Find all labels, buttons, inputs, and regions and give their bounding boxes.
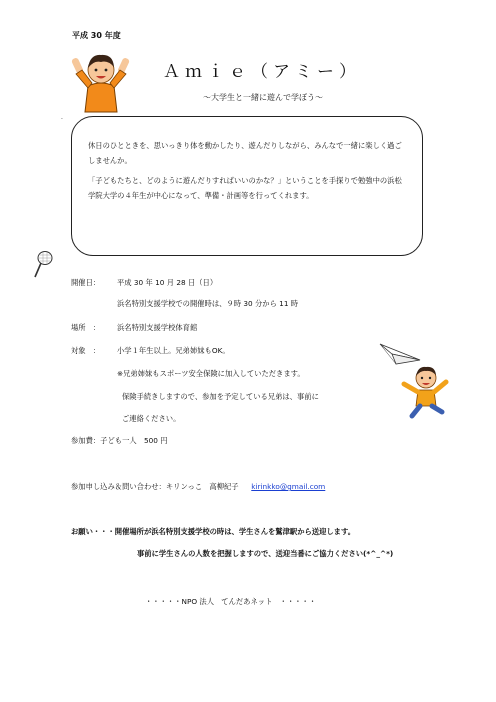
request-line-2: 事前に学生さんの人数を把握しますので、送迎当番にご協力ください(*^_^*) <box>137 549 394 558</box>
intro-box <box>71 116 423 256</box>
intro-paragraph-2: 「子どもたちと、どのように遊んだりすればいいのかな？」ということを手探りで勉強中の浜松学院大学の４年生が中心になって、準備・計画等を行ってくれます。 <box>88 176 402 200</box>
target-label: 対象 ： <box>71 346 101 355</box>
request-line-1: お願い・・・開催場所が浜名特別支援学校の時は、学生さんを鷲津駅から送迎します。 <box>71 527 355 536</box>
running-child-illustration <box>398 362 452 420</box>
page-title: Ａｍｉｅ（アミー） <box>163 62 361 82</box>
insurance-note-3: ご連絡ください。 <box>122 414 181 423</box>
insurance-note-1: ※兄弟姉妹もスポーツ安全保険に加入していただきます。 <box>117 369 305 378</box>
contact-line <box>71 482 325 492</box>
time-note: 浜名特別支援学校での開催時は、９時 30 分から 11 時 <box>117 299 299 308</box>
margin-dot: · <box>61 116 63 123</box>
target-value: 小学１年生以上。兄弟姉妹もOK。 <box>117 346 230 355</box>
footer-org: ・・・・・NPO 法人 てんだあネット ・・・・・ <box>145 597 317 606</box>
year-label: 平成 30 年度 <box>72 31 121 40</box>
contact-email-link[interactable]: kirinkko@gmail.com <box>251 482 326 491</box>
date-label: 開催日： <box>71 278 101 287</box>
insurance-note-2: 保険手続きしますので、参加を予定している兄弟は、事前に <box>122 392 319 401</box>
contact-label: 参加申し込み＆問い合わせ：キリンっこ 高柳紀子 <box>71 482 239 491</box>
badminton-racket-icon <box>32 250 54 280</box>
place-label: 場所 ： <box>71 323 101 332</box>
fee-text: 参加費：子ども一人 500 円 <box>71 436 168 445</box>
page-subtitle: ～大学生と一緒に遊んで学ぼう～ <box>203 93 323 102</box>
place-value: 浜名特別支援学校体育館 <box>117 323 198 332</box>
date-value: 平成 30 年 10 月 28 日（日） <box>117 278 218 287</box>
intro-paragraph-1: 休日のひとときを、思いっきり体を動かしたり、遊んだりしながら、みんなで一緒に楽しく過ごしませんか。 <box>88 141 402 165</box>
